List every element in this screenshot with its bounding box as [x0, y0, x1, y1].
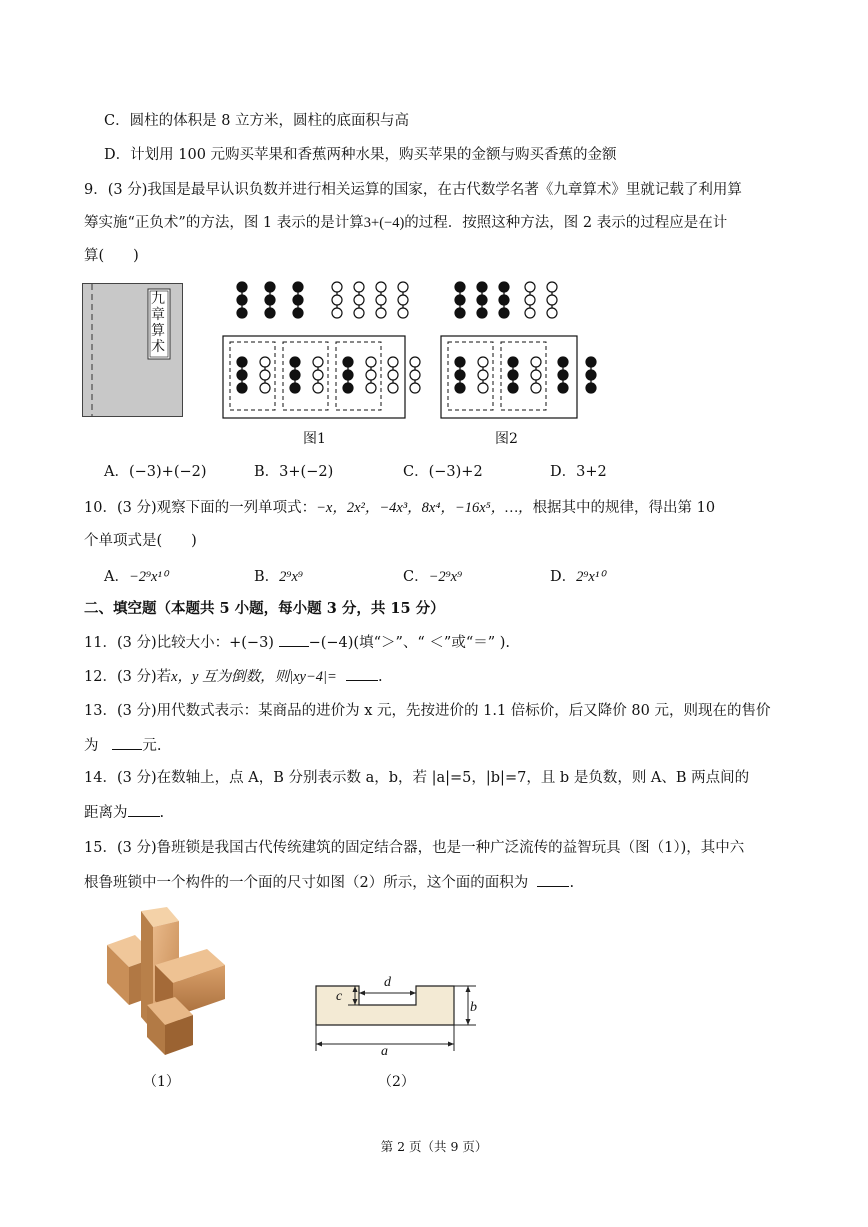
black-bead [455, 370, 465, 380]
black-bead [455, 383, 465, 393]
question-text: x，y 互为倒数，则 [171, 669, 290, 685]
white-bead [410, 357, 420, 367]
figure-1-caption: （1） [143, 1074, 180, 1090]
black-bead [508, 383, 518, 393]
white-bead [313, 383, 323, 393]
white-bead [313, 370, 323, 380]
math-sequence: −x，2x²，−4x³，8x⁴，−16x⁵，…， [316, 500, 533, 516]
q10-option-d [550, 567, 605, 587]
white-bead [366, 370, 376, 380]
q9-line3: 算( ) [84, 248, 139, 264]
q12 [84, 666, 383, 687]
question-text: 的过程．按照这种方法，图 2 表示的过程应是在计 [404, 215, 728, 231]
arrowhead [448, 1042, 454, 1047]
white-bead [388, 357, 398, 367]
black-bead [237, 357, 247, 367]
black-bead [477, 282, 487, 292]
question-text: 鲁班锁是我国古代传统建筑的固定结合器，也是一种广泛流传的益智玩具（图（1）)，其中六 [156, 840, 745, 856]
white-bead [398, 295, 408, 305]
white-bead [478, 357, 488, 367]
math-expression: −(−4) [308, 635, 354, 651]
option-text: 3+(−2) [279, 464, 334, 480]
black-bead [508, 357, 518, 367]
white-bead [354, 308, 364, 318]
arrowhead [466, 1019, 471, 1025]
white-bead [388, 370, 398, 380]
q8-option-c [104, 111, 409, 131]
white-bead [366, 383, 376, 393]
q10-option-b [254, 567, 303, 587]
white-bead [332, 308, 342, 318]
white-bead [525, 282, 535, 292]
white-bead [313, 357, 323, 367]
label-b: b [470, 1000, 477, 1015]
answer-blank[interactable] [128, 802, 160, 817]
math-expression: |xy−4|= [289, 669, 337, 685]
answer-blank[interactable] [346, 666, 378, 681]
counting-rods-figure [215, 278, 610, 420]
white-bead [398, 308, 408, 318]
question-number: 10．(3 分) [84, 500, 157, 516]
figure2-caption: 图2 [495, 431, 518, 447]
question-text: 我国是最早认识负数并进行相关运算的国家，在古代数学名著《九章算术》里就记载了利用算 [147, 182, 742, 198]
label-c: c [336, 989, 343, 1004]
q14-line2 [84, 802, 164, 823]
white-bead [332, 295, 342, 305]
black-bead [455, 295, 465, 305]
question-number: 13．(3 分) [84, 703, 157, 719]
arrowhead [410, 991, 416, 996]
q8-option-d [104, 145, 617, 165]
label-a: a [381, 1044, 388, 1059]
question-text: 观察下面的一列单项式： [156, 500, 317, 516]
white-bead [376, 295, 386, 305]
black-bead [558, 357, 568, 367]
q15-line2 [84, 872, 574, 893]
arrowhead [359, 991, 365, 996]
option-text: 2⁹x⁹ [279, 569, 303, 585]
white-bead [388, 383, 398, 393]
white-bead [332, 282, 342, 292]
option-text: 圆柱的体积是 8 立方米，圆柱的底面积与高 [129, 113, 410, 129]
white-bead [260, 357, 270, 367]
arrowhead [316, 1042, 322, 1047]
black-bead [293, 282, 303, 292]
question-number: 14．(3 分) [84, 770, 157, 786]
black-bead [237, 295, 247, 305]
option-text: 3+2 [576, 464, 607, 480]
section-title: 二、填空题（本题共 5 小题，每小题 3 分，共 15 分） [84, 600, 445, 617]
white-bead [525, 308, 535, 318]
question-number: 9．(3 分) [84, 182, 148, 198]
black-bead [455, 282, 465, 292]
question-text: 在数轴上，点 A，B 分别表示数 a，b，若 |a|=5，|b|=7，且 b 是负数，则 A、B 两点间的 [156, 770, 750, 786]
book-title-text: 九章算术 [151, 291, 165, 355]
q14-line1 [84, 768, 749, 788]
question-text: . [159, 805, 165, 821]
black-bead [343, 383, 353, 393]
black-bead [293, 295, 303, 305]
punctuation: . [378, 669, 383, 685]
black-bead [290, 383, 300, 393]
option-text: 计划用 100 元购买苹果和香蕉两种水果，购买苹果的金额与购买香蕉的金额 [130, 147, 617, 163]
question-text: 若 [156, 669, 172, 685]
black-bead [237, 383, 247, 393]
math-expression: +(−3) [229, 635, 274, 651]
option-text: (−3)+2 [428, 464, 483, 480]
white-bead [547, 295, 557, 305]
white-bead [531, 370, 541, 380]
white-bead [547, 308, 557, 318]
black-bead [265, 295, 275, 305]
question-text: 根鲁班锁中一个构件的一个面的尺寸如图（2）所示，这个面的面积为 [84, 875, 529, 891]
black-bead [343, 357, 353, 367]
white-bead [398, 282, 408, 292]
arrowhead [466, 986, 471, 992]
question-number: 15．(3 分) [84, 840, 157, 856]
option-text: −2⁹x¹⁰ [128, 569, 168, 585]
question-text: 筹实施“正负术”的方法，图 1 表示的是计算 [84, 215, 364, 231]
option-label: A． [104, 569, 129, 585]
black-bead [586, 357, 596, 367]
white-bead [531, 383, 541, 393]
q13-line2 [84, 735, 161, 756]
q10-line2: 个单项式是( ) [84, 533, 197, 549]
white-bead [260, 383, 270, 393]
question-number: 12．(3 分) [84, 669, 157, 685]
option-label: B． [254, 464, 280, 480]
white-bead [547, 282, 557, 292]
white-bead [525, 295, 535, 305]
option-label: B． [254, 569, 280, 585]
black-bead [477, 295, 487, 305]
q9-option-b [254, 462, 333, 482]
white-bead [410, 370, 420, 380]
option-label: C． [403, 464, 429, 480]
black-bead [499, 308, 509, 318]
math-expression: 3+(−4) [363, 215, 405, 231]
q10-line1 [84, 498, 715, 518]
answer-blank[interactable] [279, 632, 309, 647]
black-bead [477, 308, 487, 318]
black-bead [586, 370, 596, 380]
question-text: 用代数式表示：某商品的进价为 x 元，先按进价的 1.1 倍标价，后又降价 80 元，则现在的售价 [156, 703, 771, 719]
q9-line2 [84, 213, 727, 233]
answer-blank[interactable] [537, 872, 569, 887]
question-number: 11．(3 分) [84, 635, 157, 651]
book-illustration [82, 283, 184, 418]
white-bead [366, 357, 376, 367]
black-bead [290, 370, 300, 380]
question-text: 元. [142, 738, 162, 754]
question-text: 距离为 [84, 805, 128, 821]
figure-2-caption: （2） [378, 1074, 415, 1090]
white-bead [376, 282, 386, 292]
white-bead [354, 282, 364, 292]
black-bead [508, 370, 518, 380]
option-text: −2⁹x⁹ [428, 569, 463, 585]
black-bead [558, 370, 568, 380]
q11 [84, 632, 510, 653]
white-bead [531, 357, 541, 367]
option-label: D． [104, 147, 131, 163]
page-footer: 第 2 页（共 9 页） [380, 1139, 488, 1154]
black-bead [455, 357, 465, 367]
option-label: A． [104, 464, 129, 480]
white-bead [478, 383, 488, 393]
option-label: D． [550, 569, 577, 585]
black-bead [265, 308, 275, 318]
question-text: (填“＞”、“ ＜”或“＝” ). [353, 635, 511, 651]
q10-option-a [104, 567, 168, 587]
q10-option-c [403, 567, 462, 587]
black-bead [499, 282, 509, 292]
black-bead [499, 295, 509, 305]
label-d: d [384, 975, 391, 990]
black-bead [237, 308, 247, 318]
black-bead [265, 282, 275, 292]
white-bead [376, 308, 386, 318]
question-text: 根据其中的规律，得出第 10 [532, 500, 716, 516]
option-label: C． [403, 569, 429, 585]
black-bead [343, 370, 353, 380]
question-text: 为 [84, 738, 99, 754]
option-label: D． [550, 464, 577, 480]
black-bead [558, 383, 568, 393]
white-bead [260, 370, 270, 380]
black-bead [237, 370, 247, 380]
q9-option-a [104, 462, 207, 482]
option-text: (−3)+(−2) [128, 464, 207, 480]
q15-line1 [84, 838, 744, 858]
q13-line1 [84, 701, 770, 721]
q9-line1 [84, 180, 742, 200]
question-text: 比较大小： [156, 635, 230, 651]
answer-blank[interactable] [112, 735, 142, 750]
black-bead [586, 383, 596, 393]
q9-option-c [403, 462, 483, 482]
white-bead [410, 383, 420, 393]
option-label: C． [104, 113, 130, 129]
white-bead [354, 295, 364, 305]
black-bead [293, 308, 303, 318]
figure1-caption: 图1 [303, 431, 326, 447]
black-bead [455, 308, 465, 318]
white-bead [478, 370, 488, 380]
option-text: 2⁹x¹⁰ [576, 569, 606, 585]
black-bead [290, 357, 300, 367]
luban-lock-image [95, 905, 235, 1065]
q9-option-d [550, 462, 607, 482]
black-bead [237, 282, 247, 292]
question-text: . [569, 875, 575, 891]
